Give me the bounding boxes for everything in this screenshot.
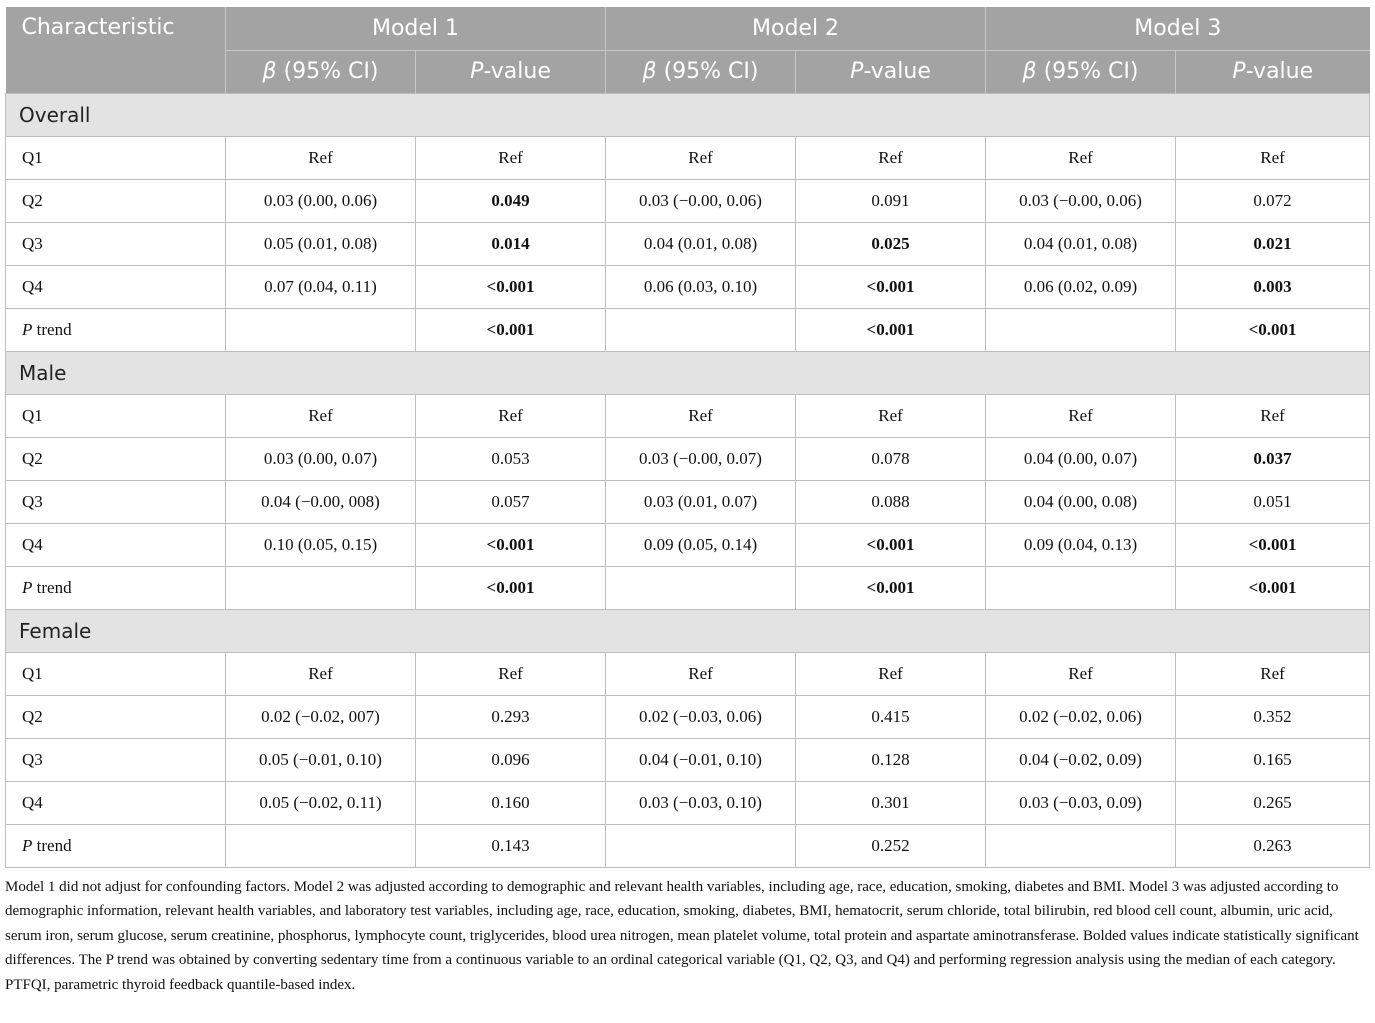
beta-ci-cell: 0.05 (−0.02, 0.11)	[226, 781, 416, 824]
row-label: Q2	[6, 695, 226, 738]
row-label: Q2	[6, 179, 226, 222]
p-value-cell: 0.037	[1176, 437, 1370, 480]
beta-ci-cell: 0.04 (−0.02, 0.09)	[986, 738, 1176, 781]
model-3-header: Model 3	[986, 7, 1370, 50]
p-value-cell: Ref	[796, 136, 986, 179]
beta-ci-cell	[606, 308, 796, 351]
beta-ci-cell: 0.05 (−0.01, 0.10)	[226, 738, 416, 781]
group-label: Overall	[6, 93, 1370, 136]
p-value-cell: 0.301	[796, 781, 986, 824]
row-label: Q4	[6, 523, 226, 566]
footnote-text: Model 1 did not adjust for confounding factors. Model 2 was adjusted according to demographic and relevant health variables, including age, race, education, smoking, diabetes and BMI. Model 3 was adjusted according to demographic information, relevant health variables, and laboratory test variables, including age, race, education, smoking, diabetes, BMI, hematocrit, serum chloride, total bilirubin, red blood cell count, albumin, uric acid, serum iron, serum glucose, serum creatinine, phosphorus, lymphocyte count, triglycerides, blood urea nitrogen, mean platelet volume, total protein and aspartate aminotransferase. Bolded values indicate statistically significant differences. The P trend was obtained by converting sedentary time from a continuous variable to an ordinal categorical variable (Q1, Q2, Q3, and Q4) and performing regression analysis using the median of each category.	[5, 878, 1359, 968]
p-value-cell: 0.160	[416, 781, 606, 824]
beta-ci-cell	[226, 824, 416, 867]
table-row	[6, 781, 1370, 824]
beta-ci-cell: Ref	[226, 652, 416, 695]
p-value-cell: 0.415	[796, 695, 986, 738]
beta-ci-cell: 0.09 (0.04, 0.13)	[986, 523, 1176, 566]
beta-ci-cell: 0.06 (0.02, 0.09)	[986, 265, 1176, 308]
beta-ci-cell: 0.02 (−0.02, 007)	[226, 695, 416, 738]
beta-ci-cell: 0.06 (0.03, 0.10)	[606, 265, 796, 308]
beta-ci-cell: 0.04 (0.01, 0.08)	[606, 222, 796, 265]
p-value-cell: 0.088	[796, 480, 986, 523]
footnote-abbreviation: PTFQI, parametric thyroid feedback quantile-based index.	[5, 976, 356, 993]
p-value-cell: 0.003	[1176, 265, 1370, 308]
row-label: Q3	[6, 222, 226, 265]
beta-ci-header: β (95% CI)	[606, 50, 796, 93]
group-label: Female	[6, 609, 1370, 652]
row-label: Q3	[6, 738, 226, 781]
p-value-cell: <0.001	[796, 566, 986, 609]
p-value-cell: 0.014	[416, 222, 606, 265]
table-row	[6, 265, 1370, 308]
beta-ci-cell: 0.03 (0.01, 0.07)	[606, 480, 796, 523]
p-value-cell: 0.096	[416, 738, 606, 781]
p-value-cell: 0.078	[796, 437, 986, 480]
beta-ci-cell: Ref	[606, 652, 796, 695]
p-value-cell: 0.352	[1176, 695, 1370, 738]
results-table-container	[5, 7, 1369, 997]
beta-ci-cell: 0.03 (−0.00, 0.07)	[606, 437, 796, 480]
model-2-header: Model 2	[606, 7, 986, 50]
p-value-cell: <0.001	[416, 265, 606, 308]
p-value-cell: <0.001	[1176, 566, 1370, 609]
p-value-cell: 0.165	[1176, 738, 1370, 781]
beta-ci-cell	[986, 824, 1176, 867]
p-value-cell: 0.265	[1176, 781, 1370, 824]
table-row	[6, 136, 1370, 179]
beta-ci-cell: 0.04 (0.00, 0.08)	[986, 480, 1176, 523]
beta-ci-cell	[606, 566, 796, 609]
group-label: Male	[6, 351, 1370, 394]
table-row	[6, 394, 1370, 437]
beta-ci-cell	[606, 824, 796, 867]
beta-ci-cell: 0.03 (−0.00, 0.06)	[986, 179, 1176, 222]
p-value-cell: 0.293	[416, 695, 606, 738]
beta-ci-cell	[226, 566, 416, 609]
beta-ci-cell: Ref	[986, 394, 1176, 437]
p-value-cell: Ref	[796, 394, 986, 437]
p-value-cell: <0.001	[796, 265, 986, 308]
table-body	[6, 93, 1370, 867]
beta-ci-cell	[986, 566, 1176, 609]
beta-ci-cell: 0.04 (−0.01, 0.10)	[606, 738, 796, 781]
p-value-header: P-value	[1176, 50, 1370, 93]
beta-ci-cell: Ref	[606, 136, 796, 179]
p-value-cell: <0.001	[796, 523, 986, 566]
model-1-header: Model 1	[226, 7, 606, 50]
beta-ci-cell: 0.04 (−0.00, 008)	[226, 480, 416, 523]
p-value-cell: Ref	[416, 136, 606, 179]
beta-ci-cell: Ref	[226, 394, 416, 437]
group-row-overall	[6, 93, 1370, 136]
table-footnote	[5, 875, 1369, 998]
beta-ci-cell: 0.05 (0.01, 0.08)	[226, 222, 416, 265]
beta-ci-cell: 0.03 (0.00, 0.07)	[226, 437, 416, 480]
p-value-cell: Ref	[1176, 652, 1370, 695]
table-row	[6, 222, 1370, 265]
p-value-cell: Ref	[1176, 136, 1370, 179]
table-row	[6, 566, 1370, 609]
beta-ci-cell: 0.04 (0.00, 0.07)	[986, 437, 1176, 480]
p-value-cell: 0.252	[796, 824, 986, 867]
beta-ci-cell	[226, 308, 416, 351]
table-row	[6, 824, 1370, 867]
p-value-cell: 0.128	[796, 738, 986, 781]
group-row-male	[6, 351, 1370, 394]
p-value-cell: 0.049	[416, 179, 606, 222]
p-value-header: P-value	[796, 50, 986, 93]
beta-ci-cell: Ref	[986, 652, 1176, 695]
beta-ci-cell: 0.03 (−0.03, 0.10)	[606, 781, 796, 824]
p-value-cell: 0.263	[1176, 824, 1370, 867]
p-value-header: P-value	[416, 50, 606, 93]
row-label: P trend	[6, 566, 226, 609]
row-label: Q1	[6, 394, 226, 437]
p-value-cell: Ref	[416, 394, 606, 437]
table-row	[6, 695, 1370, 738]
p-value-cell: 0.051	[1176, 480, 1370, 523]
table-row	[6, 652, 1370, 695]
p-value-cell: Ref	[1176, 394, 1370, 437]
p-value-cell: 0.053	[416, 437, 606, 480]
table-row	[6, 308, 1370, 351]
table-row	[6, 523, 1370, 566]
beta-ci-cell: 0.10 (0.05, 0.15)	[226, 523, 416, 566]
row-label: Q1	[6, 136, 226, 179]
beta-ci-cell: 0.07 (0.04, 0.11)	[226, 265, 416, 308]
p-value-cell: <0.001	[1176, 308, 1370, 351]
p-value-cell: <0.001	[416, 566, 606, 609]
beta-ci-cell: Ref	[606, 394, 796, 437]
row-label: P trend	[6, 824, 226, 867]
results-table	[5, 7, 1370, 868]
beta-ci-header: β (95% CI)	[226, 50, 416, 93]
p-value-cell: 0.021	[1176, 222, 1370, 265]
beta-ci-cell: 0.04 (0.01, 0.08)	[986, 222, 1176, 265]
row-label: Q1	[6, 652, 226, 695]
table-row	[6, 738, 1370, 781]
p-value-cell: 0.143	[416, 824, 606, 867]
p-value-cell: 0.072	[1176, 179, 1370, 222]
p-value-cell: Ref	[796, 652, 986, 695]
p-value-cell: 0.025	[796, 222, 986, 265]
p-value-cell: <0.001	[416, 308, 606, 351]
beta-ci-cell: 0.02 (−0.02, 0.06)	[986, 695, 1176, 738]
p-value-cell: <0.001	[1176, 523, 1370, 566]
row-label: Q2	[6, 437, 226, 480]
beta-ci-cell: 0.02 (−0.03, 0.06)	[606, 695, 796, 738]
beta-ci-cell: 0.09 (0.05, 0.14)	[606, 523, 796, 566]
table-row	[6, 179, 1370, 222]
beta-ci-cell	[986, 308, 1176, 351]
beta-ci-cell: 0.03 (−0.00, 0.06)	[606, 179, 796, 222]
p-value-cell: <0.001	[796, 308, 986, 351]
table-row	[6, 437, 1370, 480]
header-row-models	[6, 7, 1370, 50]
p-value-cell: 0.091	[796, 179, 986, 222]
p-value-cell: 0.057	[416, 480, 606, 523]
beta-ci-cell: 0.03 (−0.03, 0.09)	[986, 781, 1176, 824]
table-row	[6, 480, 1370, 523]
p-value-cell: Ref	[416, 652, 606, 695]
characteristic-header: Characteristic	[6, 7, 226, 93]
beta-ci-cell: 0.03 (0.00, 0.06)	[226, 179, 416, 222]
row-label: Q4	[6, 265, 226, 308]
p-value-cell: <0.001	[416, 523, 606, 566]
row-label: Q4	[6, 781, 226, 824]
beta-ci-header: β (95% CI)	[986, 50, 1176, 93]
group-row-female	[6, 609, 1370, 652]
row-label: Q3	[6, 480, 226, 523]
row-label: P trend	[6, 308, 226, 351]
beta-ci-cell: Ref	[986, 136, 1176, 179]
beta-ci-cell: Ref	[226, 136, 416, 179]
